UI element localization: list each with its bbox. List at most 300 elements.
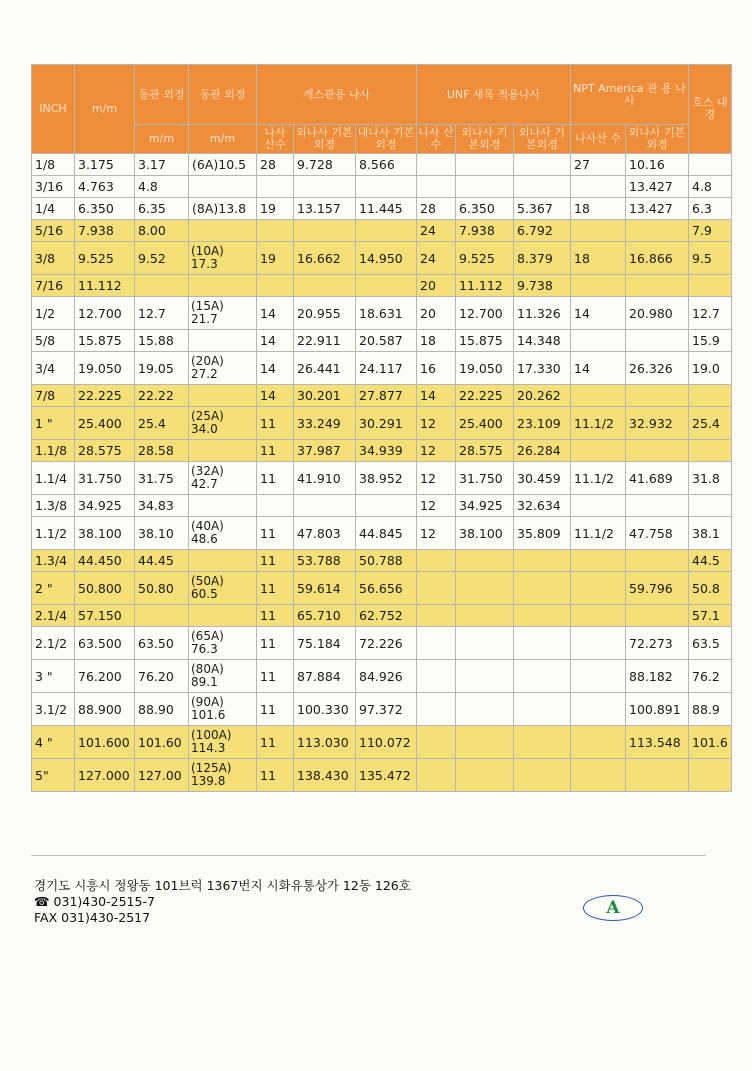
table-row bbox=[32, 385, 732, 407]
cell-od1 bbox=[135, 605, 189, 627]
cell-g-f: 11.445 bbox=[356, 198, 417, 220]
cell-inch: 3 " bbox=[32, 660, 75, 693]
cell-inch: 2.1/4 bbox=[32, 605, 75, 627]
cell-od1: 25.4 bbox=[135, 407, 189, 440]
cell-u-m: 11.112 bbox=[456, 275, 514, 297]
cell-n-m: 26.326 bbox=[626, 352, 689, 385]
cell-od1: 6.35 bbox=[135, 198, 189, 220]
cell-mm: 9.525 bbox=[75, 242, 135, 275]
cell-od2 bbox=[189, 605, 257, 627]
cell-g-n: 19 bbox=[257, 242, 294, 275]
cell-g-f: 20.587 bbox=[356, 330, 417, 352]
cell-n-n bbox=[571, 759, 626, 792]
cell-n-m bbox=[626, 495, 689, 517]
cell-g-f: 8.566 bbox=[356, 154, 417, 176]
cell-u-m bbox=[456, 627, 514, 660]
table-row bbox=[32, 242, 732, 275]
cell-hose bbox=[689, 440, 732, 462]
cell-inch: 1.1/4 bbox=[32, 462, 75, 495]
cell-od2: (40A) 48.6 bbox=[189, 517, 257, 550]
cell-mm: 22.225 bbox=[75, 385, 135, 407]
cell-hose: 7.9 bbox=[689, 220, 732, 242]
header-copper-od-1: 동관 외경 bbox=[135, 65, 189, 125]
cell-u-f bbox=[514, 693, 571, 726]
table-row bbox=[32, 627, 732, 660]
cell-u-m: 7.938 bbox=[456, 220, 514, 242]
cell-u-m bbox=[456, 550, 514, 572]
cell-n-n: 18 bbox=[571, 198, 626, 220]
cell-g-f: 24.117 bbox=[356, 352, 417, 385]
cell-hose: 101.6 bbox=[689, 726, 732, 759]
cell-n-n: 14 bbox=[571, 297, 626, 330]
cell-hose: 19.0 bbox=[689, 352, 732, 385]
cell-u-f: 8.379 bbox=[514, 242, 571, 275]
cell-g-f: 56.656 bbox=[356, 572, 417, 605]
cell-hose: 38.1 bbox=[689, 517, 732, 550]
cell-n-n bbox=[571, 627, 626, 660]
cell-mm: 19.050 bbox=[75, 352, 135, 385]
cell-g-m: 113.030 bbox=[294, 726, 356, 759]
cell-od1: 9.52 bbox=[135, 242, 189, 275]
cell-u-f: 20.262 bbox=[514, 385, 571, 407]
cell-n-n: 27 bbox=[571, 154, 626, 176]
cell-inch: 7/16 bbox=[32, 275, 75, 297]
cell-g-f: 110.072 bbox=[356, 726, 417, 759]
pipe-thread-spec-table bbox=[31, 64, 732, 792]
cell-u-m: 6.350 bbox=[456, 198, 514, 220]
cell-g-f: 135.472 bbox=[356, 759, 417, 792]
cell-g-n: 11 bbox=[257, 462, 294, 495]
cell-n-m: 100.891 bbox=[626, 693, 689, 726]
cell-inch: 1 " bbox=[32, 407, 75, 440]
cell-hose: 9.5 bbox=[689, 242, 732, 275]
cell-u-m bbox=[456, 726, 514, 759]
cell-n-n bbox=[571, 605, 626, 627]
cell-u-m bbox=[456, 759, 514, 792]
cell-u-m bbox=[456, 176, 514, 198]
cell-n-m: 32.932 bbox=[626, 407, 689, 440]
header-npt-threads: 나사산 수 bbox=[571, 125, 626, 154]
cell-od2 bbox=[189, 385, 257, 407]
footer-contact bbox=[34, 878, 411, 926]
cell-u-f: 6.792 bbox=[514, 220, 571, 242]
table-row bbox=[32, 572, 732, 605]
cell-od1: 31.75 bbox=[135, 462, 189, 495]
cell-g-m: 16.662 bbox=[294, 242, 356, 275]
cell-od2: (25A) 34.0 bbox=[189, 407, 257, 440]
cell-hose bbox=[689, 385, 732, 407]
table-row bbox=[32, 605, 732, 627]
cell-u-f: 14.348 bbox=[514, 330, 571, 352]
header-unf-female-od: 외나사 기본외경 bbox=[514, 125, 571, 154]
cell-g-f bbox=[356, 495, 417, 517]
table-row bbox=[32, 517, 732, 550]
cell-u-n: 18 bbox=[417, 330, 456, 352]
cell-hose: 88.9 bbox=[689, 693, 732, 726]
cell-u-m: 25.400 bbox=[456, 407, 514, 440]
cell-n-n: 11.1/2 bbox=[571, 462, 626, 495]
cell-n-m: 13.427 bbox=[626, 198, 689, 220]
cell-g-m: 87.884 bbox=[294, 660, 356, 693]
cell-u-n bbox=[417, 627, 456, 660]
cell-u-f: 32.634 bbox=[514, 495, 571, 517]
cell-od1: 4.8 bbox=[135, 176, 189, 198]
cell-g-m: 53.788 bbox=[294, 550, 356, 572]
cell-mm: 127.000 bbox=[75, 759, 135, 792]
cell-mm: 38.100 bbox=[75, 517, 135, 550]
header-copper-od-1-unit: m/m bbox=[135, 125, 189, 154]
cell-mm: 63.500 bbox=[75, 627, 135, 660]
cell-n-n: 18 bbox=[571, 242, 626, 275]
cell-g-n bbox=[257, 275, 294, 297]
cell-u-f bbox=[514, 154, 571, 176]
cell-u-n: 12 bbox=[417, 517, 456, 550]
cell-u-m: 9.525 bbox=[456, 242, 514, 275]
cell-g-m: 20.955 bbox=[294, 297, 356, 330]
cell-u-m: 15.875 bbox=[456, 330, 514, 352]
cell-od2 bbox=[189, 176, 257, 198]
cell-od2: (50A) 60.5 bbox=[189, 572, 257, 605]
cell-u-n: 16 bbox=[417, 352, 456, 385]
cell-u-m bbox=[456, 572, 514, 605]
cell-inch: 2 " bbox=[32, 572, 75, 605]
cell-n-m: 16.866 bbox=[626, 242, 689, 275]
cell-hose bbox=[689, 495, 732, 517]
cell-od1: 8.00 bbox=[135, 220, 189, 242]
cell-u-n: 12 bbox=[417, 462, 456, 495]
cell-u-m: 31.750 bbox=[456, 462, 514, 495]
cell-n-m bbox=[626, 385, 689, 407]
cell-hose: 15.9 bbox=[689, 330, 732, 352]
company-logo-letter: A bbox=[606, 898, 620, 918]
cell-g-n bbox=[257, 495, 294, 517]
cell-inch: 5/8 bbox=[32, 330, 75, 352]
table-row bbox=[32, 176, 732, 198]
cell-hose: 12.7 bbox=[689, 297, 732, 330]
cell-inch: 4 " bbox=[32, 726, 75, 759]
cell-g-n: 11 bbox=[257, 627, 294, 660]
cell-g-n: 14 bbox=[257, 352, 294, 385]
cell-u-m bbox=[456, 660, 514, 693]
cell-u-n bbox=[417, 605, 456, 627]
cell-inch: 7/8 bbox=[32, 385, 75, 407]
cell-n-m bbox=[626, 440, 689, 462]
cell-g-n: 14 bbox=[257, 297, 294, 330]
cell-od1 bbox=[135, 275, 189, 297]
cell-u-n: 28 bbox=[417, 198, 456, 220]
cell-g-n: 11 bbox=[257, 517, 294, 550]
header-mm: m/m bbox=[75, 65, 135, 154]
cell-u-f bbox=[514, 627, 571, 660]
cell-u-n bbox=[417, 550, 456, 572]
cell-g-f: 72.226 bbox=[356, 627, 417, 660]
cell-u-n: 12 bbox=[417, 495, 456, 517]
header-gas-male-od: 외나사 기본외경 bbox=[294, 125, 356, 154]
cell-n-n bbox=[571, 176, 626, 198]
header-unf-threads: 나사 산수 bbox=[417, 125, 456, 154]
cell-u-m: 34.925 bbox=[456, 495, 514, 517]
cell-g-f: 44.845 bbox=[356, 517, 417, 550]
cell-od2: (65A) 76.3 bbox=[189, 627, 257, 660]
cell-hose: 4.8 bbox=[689, 176, 732, 198]
cell-n-m bbox=[626, 330, 689, 352]
footer-phone: ☎ 031)430-2515-7 bbox=[34, 894, 155, 909]
cell-g-n: 11 bbox=[257, 407, 294, 440]
cell-od2 bbox=[189, 330, 257, 352]
cell-od2: (10A) 17.3 bbox=[189, 242, 257, 275]
cell-od2: (20A) 27.2 bbox=[189, 352, 257, 385]
cell-inch: 1/8 bbox=[32, 154, 75, 176]
cell-g-n: 11 bbox=[257, 759, 294, 792]
cell-g-f: 50.788 bbox=[356, 550, 417, 572]
cell-inch: 1.1/2 bbox=[32, 517, 75, 550]
cell-n-m bbox=[626, 220, 689, 242]
table-row bbox=[32, 759, 732, 792]
cell-inch: 2.1/2 bbox=[32, 627, 75, 660]
cell-n-n bbox=[571, 385, 626, 407]
cell-g-m: 41.910 bbox=[294, 462, 356, 495]
cell-inch: 3/16 bbox=[32, 176, 75, 198]
cell-u-m: 12.700 bbox=[456, 297, 514, 330]
cell-u-f: 5.367 bbox=[514, 198, 571, 220]
cell-g-n: 11 bbox=[257, 726, 294, 759]
cell-u-f bbox=[514, 759, 571, 792]
cell-inch: 1.3/4 bbox=[32, 550, 75, 572]
cell-g-f: 27.877 bbox=[356, 385, 417, 407]
cell-g-m: 26.441 bbox=[294, 352, 356, 385]
cell-n-n bbox=[571, 330, 626, 352]
cell-u-m bbox=[456, 605, 514, 627]
cell-mm: 15.875 bbox=[75, 330, 135, 352]
header-gas-threads: 나사 산수 bbox=[257, 125, 294, 154]
cell-mm: 4.763 bbox=[75, 176, 135, 198]
cell-u-n: 20 bbox=[417, 275, 456, 297]
cell-n-m: 59.796 bbox=[626, 572, 689, 605]
cell-od2: (90A) 101.6 bbox=[189, 693, 257, 726]
header-gas-thread-group: 깨스관용 나사 bbox=[257, 65, 417, 125]
cell-mm: 34.925 bbox=[75, 495, 135, 517]
cell-n-n bbox=[571, 550, 626, 572]
cell-n-n bbox=[571, 572, 626, 605]
cell-g-m: 13.157 bbox=[294, 198, 356, 220]
cell-u-f bbox=[514, 550, 571, 572]
cell-u-n bbox=[417, 726, 456, 759]
cell-g-m bbox=[294, 176, 356, 198]
cell-u-m bbox=[456, 693, 514, 726]
cell-od1: 12.7 bbox=[135, 297, 189, 330]
table-row bbox=[32, 198, 732, 220]
cell-n-m: 47.758 bbox=[626, 517, 689, 550]
cell-g-f: 38.952 bbox=[356, 462, 417, 495]
cell-od1: 76.20 bbox=[135, 660, 189, 693]
cell-hose: 63.5 bbox=[689, 627, 732, 660]
table-row bbox=[32, 550, 732, 572]
cell-inch: 3/4 bbox=[32, 352, 75, 385]
cell-od1: 38.10 bbox=[135, 517, 189, 550]
cell-n-n bbox=[571, 660, 626, 693]
cell-g-f: 97.372 bbox=[356, 693, 417, 726]
cell-od1: 28.58 bbox=[135, 440, 189, 462]
cell-hose bbox=[689, 759, 732, 792]
cell-n-m: 13.427 bbox=[626, 176, 689, 198]
cell-n-m bbox=[626, 759, 689, 792]
cell-od2: (80A) 89.1 bbox=[189, 660, 257, 693]
cell-hose: 76.2 bbox=[689, 660, 732, 693]
cell-inch: 5/16 bbox=[32, 220, 75, 242]
cell-od1: 19.05 bbox=[135, 352, 189, 385]
cell-n-n: 14 bbox=[571, 352, 626, 385]
cell-g-m bbox=[294, 495, 356, 517]
cell-g-n: 28 bbox=[257, 154, 294, 176]
cell-od1: 63.50 bbox=[135, 627, 189, 660]
cell-g-f bbox=[356, 176, 417, 198]
cell-u-m: 28.575 bbox=[456, 440, 514, 462]
cell-u-n: 12 bbox=[417, 407, 456, 440]
cell-hose: 57.1 bbox=[689, 605, 732, 627]
cell-g-m: 33.249 bbox=[294, 407, 356, 440]
cell-u-f bbox=[514, 176, 571, 198]
cell-g-n: 11 bbox=[257, 693, 294, 726]
cell-inch: 1.3/8 bbox=[32, 495, 75, 517]
cell-g-n: 11 bbox=[257, 550, 294, 572]
cell-u-f: 30.459 bbox=[514, 462, 571, 495]
table-row bbox=[32, 726, 732, 759]
cell-g-m: 30.201 bbox=[294, 385, 356, 407]
cell-od2: (32A) 42.7 bbox=[189, 462, 257, 495]
cell-g-f bbox=[356, 220, 417, 242]
cell-hose bbox=[689, 154, 732, 176]
cell-n-n bbox=[571, 440, 626, 462]
cell-inch: 3.1/2 bbox=[32, 693, 75, 726]
cell-g-m bbox=[294, 220, 356, 242]
cell-mm: 44.450 bbox=[75, 550, 135, 572]
cell-g-m: 9.728 bbox=[294, 154, 356, 176]
cell-u-n: 24 bbox=[417, 220, 456, 242]
header-inch: INCH bbox=[32, 65, 75, 154]
cell-u-f: 23.109 bbox=[514, 407, 571, 440]
cell-n-m: 72.273 bbox=[626, 627, 689, 660]
table-row bbox=[32, 693, 732, 726]
cell-hose: 6.3 bbox=[689, 198, 732, 220]
header-npt-male-od: 외나사 기본외경 bbox=[626, 125, 689, 154]
cell-u-m: 38.100 bbox=[456, 517, 514, 550]
cell-g-f: 34.939 bbox=[356, 440, 417, 462]
table-row bbox=[32, 440, 732, 462]
header-unf-thread-group: UNF 세목 적용나사 bbox=[417, 65, 571, 125]
cell-n-n bbox=[571, 220, 626, 242]
cell-inch: 1/4 bbox=[32, 198, 75, 220]
cell-od1: 88.90 bbox=[135, 693, 189, 726]
cell-od1: 34.83 bbox=[135, 495, 189, 517]
cell-u-n: 14 bbox=[417, 385, 456, 407]
cell-n-n: 11.1/2 bbox=[571, 407, 626, 440]
cell-n-m: 113.548 bbox=[626, 726, 689, 759]
cell-g-f: 84.926 bbox=[356, 660, 417, 693]
cell-u-n bbox=[417, 154, 456, 176]
cell-u-f: 9.738 bbox=[514, 275, 571, 297]
cell-hose: 31.8 bbox=[689, 462, 732, 495]
cell-od1: 101.60 bbox=[135, 726, 189, 759]
cell-n-n bbox=[571, 693, 626, 726]
cell-n-m bbox=[626, 275, 689, 297]
cell-hose bbox=[689, 275, 732, 297]
cell-od1: 22.22 bbox=[135, 385, 189, 407]
cell-n-m: 88.182 bbox=[626, 660, 689, 693]
cell-g-n bbox=[257, 220, 294, 242]
header-npt-thread-group: NPT America 관 용 나 사 bbox=[571, 65, 689, 125]
cell-od1: 127.00 bbox=[135, 759, 189, 792]
cell-od1: 15.88 bbox=[135, 330, 189, 352]
header-copper-od-2-unit: m/m bbox=[189, 125, 257, 154]
cell-hose: 50.8 bbox=[689, 572, 732, 605]
cell-mm: 50.800 bbox=[75, 572, 135, 605]
table-row bbox=[32, 352, 732, 385]
company-logo bbox=[583, 895, 643, 921]
cell-u-f: 26.284 bbox=[514, 440, 571, 462]
footer-divider bbox=[31, 855, 706, 856]
table-row bbox=[32, 154, 732, 176]
cell-n-m: 10.16 bbox=[626, 154, 689, 176]
cell-u-f: 17.330 bbox=[514, 352, 571, 385]
cell-od2: (15A) 21.7 bbox=[189, 297, 257, 330]
cell-u-f bbox=[514, 660, 571, 693]
cell-n-n: 11.1/2 bbox=[571, 517, 626, 550]
cell-g-m: 47.803 bbox=[294, 517, 356, 550]
cell-g-f: 14.950 bbox=[356, 242, 417, 275]
header-gas-female-od: 내나사 기본외경 bbox=[356, 125, 417, 154]
cell-u-f bbox=[514, 605, 571, 627]
cell-u-n bbox=[417, 759, 456, 792]
cell-u-f bbox=[514, 572, 571, 605]
cell-od2 bbox=[189, 495, 257, 517]
cell-od2 bbox=[189, 440, 257, 462]
cell-g-m: 65.710 bbox=[294, 605, 356, 627]
cell-mm: 76.200 bbox=[75, 660, 135, 693]
cell-mm: 11.112 bbox=[75, 275, 135, 297]
cell-inch: 3/8 bbox=[32, 242, 75, 275]
cell-g-m: 59.614 bbox=[294, 572, 356, 605]
cell-mm: 101.600 bbox=[75, 726, 135, 759]
cell-od2: (100A) 114.3 bbox=[189, 726, 257, 759]
cell-od2 bbox=[189, 220, 257, 242]
cell-n-m: 20.980 bbox=[626, 297, 689, 330]
table-row bbox=[32, 330, 732, 352]
cell-u-n bbox=[417, 176, 456, 198]
cell-mm: 31.750 bbox=[75, 462, 135, 495]
header-copper-od-2: 동관 외경 bbox=[189, 65, 257, 125]
cell-n-n bbox=[571, 495, 626, 517]
cell-g-n: 11 bbox=[257, 572, 294, 605]
cell-g-m: 138.430 bbox=[294, 759, 356, 792]
cell-g-m: 22.911 bbox=[294, 330, 356, 352]
cell-g-f: 18.631 bbox=[356, 297, 417, 330]
cell-hose: 44.5 bbox=[689, 550, 732, 572]
cell-n-n bbox=[571, 275, 626, 297]
cell-n-m: 41.689 bbox=[626, 462, 689, 495]
cell-u-f: 35.809 bbox=[514, 517, 571, 550]
table-row bbox=[32, 462, 732, 495]
table-body bbox=[32, 154, 732, 792]
cell-od1: 44.45 bbox=[135, 550, 189, 572]
cell-mm: 28.575 bbox=[75, 440, 135, 462]
cell-od2 bbox=[189, 550, 257, 572]
cell-mm: 6.350 bbox=[75, 198, 135, 220]
cell-g-f: 30.291 bbox=[356, 407, 417, 440]
cell-mm: 57.150 bbox=[75, 605, 135, 627]
cell-g-n: 14 bbox=[257, 385, 294, 407]
table-row bbox=[32, 220, 732, 242]
table-row bbox=[32, 660, 732, 693]
